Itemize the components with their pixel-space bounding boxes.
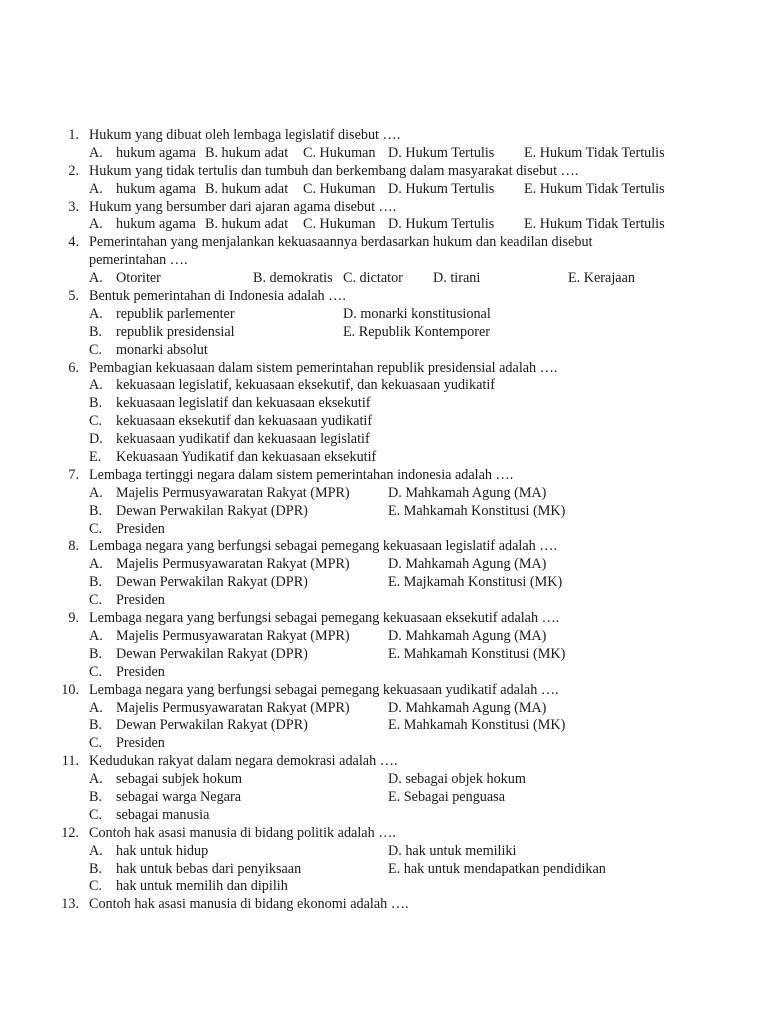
option-text: E. hak untuk mendapatkan pendidikan (388, 860, 606, 877)
question-number: 2. (68, 162, 79, 179)
option-text: E. Sebagai penguasa (388, 788, 506, 805)
question-text: Pemerintahan yang menjalankan kekuasaannya berdasarkan hukum dan keadilan disebut (89, 234, 593, 251)
option-row (0, 503, 768, 521)
question-number: 1. (68, 127, 79, 143)
option-text: D. tirani (433, 270, 481, 287)
option-text: Presiden (116, 592, 165, 609)
option-text: Majelis Permusyawaratan Rakyat (MPR) (116, 484, 350, 501)
question-item (0, 610, 768, 682)
option-text: C. dictator (343, 270, 403, 287)
option-text: hukum agama (116, 180, 196, 197)
option-row (0, 521, 768, 539)
option-letter: A. (89, 556, 103, 573)
option-text: C. Hukuman (303, 216, 376, 233)
question-text: Lembaga negara yang berfungsi sebagai pemegang kekuasaan legislatif adalah …. (89, 538, 557, 555)
option-letter: A. (89, 180, 103, 197)
question-line (0, 682, 768, 700)
question-line (0, 467, 768, 485)
question-line (0, 538, 768, 556)
option-row (0, 789, 768, 807)
option-row (0, 628, 768, 646)
question-text: Hukum yang dibuat oleh lembaga legislatif disebut …. (89, 127, 401, 143)
option-letter: A. (89, 216, 103, 233)
question-number: 7. (68, 466, 79, 483)
option-row (0, 145, 768, 163)
option-row (0, 556, 768, 574)
option-text: kekuasaan legislatif, kekuasaan eksekutif, dan kekuasaan yudikatif (116, 377, 495, 394)
option-letter: A. (89, 842, 103, 859)
option-text: C. Hukuman (303, 180, 376, 197)
option-text: Presiden (116, 735, 165, 752)
option-letter: A. (89, 699, 103, 716)
option-text: Dewan Perwakilan Rakyat (DPR) (116, 717, 308, 734)
question-line (0, 896, 768, 914)
option-letter: C. (89, 663, 103, 680)
question-line (0, 163, 768, 181)
question-number: 10. (61, 681, 79, 698)
question-number: 11. (61, 753, 79, 770)
question-text: Contoh hak asasi manusia di bidang politik adalah …. (89, 824, 396, 841)
option-text: monarki absolut (116, 341, 208, 358)
option-text: D. Hukum Tertulis (388, 144, 495, 161)
question-line (0, 610, 768, 628)
option-text: hukum agama (116, 216, 196, 233)
question-number: 8. (68, 538, 79, 555)
option-letter: B. (89, 645, 103, 662)
option-text: E. Hukum Tidak Tertulis (524, 144, 665, 161)
question-number: 5. (68, 288, 79, 305)
option-row (0, 861, 768, 879)
question-item (0, 896, 768, 914)
question-item (0, 360, 768, 467)
option-text: D. Mahkamah Agung (MA) (388, 627, 547, 644)
question-item (0, 825, 768, 897)
option-letter: C. (89, 413, 103, 430)
option-row (0, 664, 768, 682)
option-row (0, 270, 768, 288)
option-letter: B. (89, 574, 103, 591)
option-text: sebagai warga Negara (116, 788, 241, 805)
question-text: Contoh hak asasi manusia di bidang ekonomi adalah …. (89, 896, 409, 913)
option-text: D. Mahkamah Agung (MA) (388, 484, 547, 501)
option-row (0, 449, 768, 467)
option-text: E. Majkamah Konstitusi (MK) (388, 574, 563, 591)
option-text: sebagai subjek hokum (116, 771, 243, 788)
question-line (0, 825, 768, 843)
option-row (0, 717, 768, 735)
question-text: Bentuk pemerintahan di Indonesia adalah …. (89, 288, 346, 305)
option-text: D. Hukum Tertulis (388, 216, 495, 233)
option-letter: C. (89, 592, 103, 609)
question-text: Kedudukan rakyat dalam negara demokrasi adalah …. (89, 753, 398, 770)
question-line (0, 199, 768, 217)
option-text: Dewan Perwakilan Rakyat (DPR) (116, 645, 308, 662)
question-text: Lembaga negara yang berfungsi sebagai pemegang kekuasaan eksekutif adalah …. (89, 610, 560, 627)
question-line (0, 288, 768, 306)
option-row (0, 592, 768, 610)
option-row (0, 395, 768, 413)
question-number: 9. (68, 610, 79, 627)
option-letter: B. (89, 788, 103, 805)
option-row (0, 431, 768, 449)
question-list (0, 127, 768, 914)
option-text: Kekuasaan Yudikatif dan kekuasaan eksekutif (116, 449, 377, 466)
option-text: hak untuk bebas dari penyiksaan (116, 860, 302, 877)
question-text: pemerintahan …. (89, 252, 188, 269)
option-text: Majelis Permusyawaratan Rakyat (MPR) (116, 556, 350, 573)
option-text: Dewan Perwakilan Rakyat (DPR) (116, 574, 308, 591)
option-letter: C. (89, 520, 103, 537)
option-text: D. Mahkamah Agung (MA) (388, 699, 547, 716)
option-row (0, 807, 768, 825)
option-text: B. hukum adat (205, 216, 289, 233)
option-text: E. Hukum Tidak Tertulis (524, 180, 665, 197)
option-letter: A. (89, 771, 103, 788)
question-item (0, 538, 768, 610)
option-row (0, 771, 768, 789)
option-text: hak untuk memilih dan dipilih (116, 878, 288, 895)
option-text: kekuasaan legislatif dan kekuasaan eksekutif (116, 395, 371, 412)
option-text: Otoriter (116, 270, 161, 287)
option-letter: A. (89, 627, 103, 644)
option-row (0, 413, 768, 431)
question-text: Hukum yang bersumber dari ajaran agama disebut …. (89, 198, 397, 215)
question-item (0, 234, 768, 288)
question-text: Lembaga negara yang berfungsi sebagai pemegang kekuasaan yudikatif adalah …. (89, 681, 559, 698)
option-text: E. Mahkamah Konstitusi (MK) (388, 645, 566, 662)
question-number: 13. (61, 896, 79, 913)
question-line (0, 234, 768, 252)
option-letter: B. (89, 395, 103, 412)
option-row (0, 485, 768, 503)
option-text: kekuasaan yudikatif dan kekuasaan legislatif (116, 431, 370, 448)
question-text: Pembagian kekuasaan dalam sistem pemerintahan republik presidensial adalah …. (89, 359, 558, 376)
option-row (0, 574, 768, 592)
option-text: D. sebagai objek hokum (388, 771, 526, 788)
question-item (0, 199, 768, 235)
question-line-cont (0, 252, 768, 270)
option-letter: C. (89, 735, 103, 752)
option-row (0, 735, 768, 753)
option-text: B. hukum adat (205, 180, 289, 197)
question-number: 3. (68, 198, 79, 215)
option-text: sebagai manusia (116, 806, 210, 823)
option-text: Presiden (116, 663, 165, 680)
option-letter: A. (89, 270, 103, 287)
option-text: D. monarki konstitusional (343, 305, 491, 322)
option-text: Majelis Permusyawaratan Rakyat (MPR) (116, 627, 350, 644)
option-text: E. Kerajaan (568, 270, 635, 287)
option-text: D. Mahkamah Agung (MA) (388, 556, 547, 573)
option-row (0, 878, 768, 896)
option-text: republik presidensial (116, 323, 235, 340)
option-letter: A. (89, 144, 103, 161)
option-text: Presiden (116, 520, 165, 537)
question-number: 6. (68, 359, 79, 376)
question-item (0, 467, 768, 539)
option-text: B. hukum adat (205, 144, 289, 161)
option-letter: A. (89, 484, 103, 501)
option-text: Dewan Perwakilan Rakyat (DPR) (116, 502, 308, 519)
question-line (0, 360, 768, 378)
option-row (0, 216, 768, 234)
option-letter: B. (89, 717, 103, 734)
option-row (0, 377, 768, 395)
option-letter: C. (89, 878, 103, 895)
option-letter: B. (89, 502, 103, 519)
option-row (0, 342, 768, 360)
option-row (0, 324, 768, 342)
question-item (0, 288, 768, 360)
option-row (0, 306, 768, 324)
option-letter: B. (89, 323, 103, 340)
option-letter: A. (89, 377, 103, 394)
option-text: B. demokratis (253, 270, 333, 287)
option-text: Majelis Permusyawaratan Rakyat (MPR) (116, 699, 350, 716)
option-row (0, 843, 768, 861)
option-row (0, 700, 768, 718)
question-text: Lembaga tertinggi negara dalam sistem pemerintahan indonesia adalah …. (89, 466, 514, 483)
question-number: 4. (68, 234, 79, 251)
option-text: E. Mahkamah Konstitusi (MK) (388, 717, 566, 734)
question-line (0, 753, 768, 771)
option-text: D. Hukum Tertulis (388, 180, 495, 197)
option-text: E. Hukum Tidak Tertulis (524, 216, 665, 233)
option-row (0, 181, 768, 199)
option-letter: A. (89, 305, 103, 322)
option-text: C. Hukuman (303, 144, 376, 161)
question-item (0, 127, 768, 163)
option-text: E. Mahkamah Konstitusi (MK) (388, 502, 566, 519)
option-letter: E. (89, 449, 102, 466)
question-line (0, 127, 768, 145)
question-text: Hukum yang tidak tertulis dan tumbuh dan berkembang dalam masyarakat disebut …. (89, 162, 579, 179)
question-item (0, 682, 768, 754)
option-text: hak untuk hidup (116, 842, 209, 859)
option-letter: D. (89, 431, 103, 448)
option-letter: B. (89, 860, 103, 877)
option-text: kekuasaan eksekutif dan kekuasaan yudikatif (116, 413, 373, 430)
option-text: E. Republik Kontemporer (343, 323, 490, 340)
question-item (0, 753, 768, 825)
option-text: republik parlementer (116, 305, 235, 322)
option-letter: C. (89, 341, 103, 358)
option-letter: C. (89, 806, 103, 823)
option-row (0, 646, 768, 664)
question-number: 12. (61, 824, 79, 841)
option-text: D. hak untuk memiliki (388, 842, 517, 859)
option-text: hukum agama (116, 144, 196, 161)
question-item (0, 163, 768, 199)
